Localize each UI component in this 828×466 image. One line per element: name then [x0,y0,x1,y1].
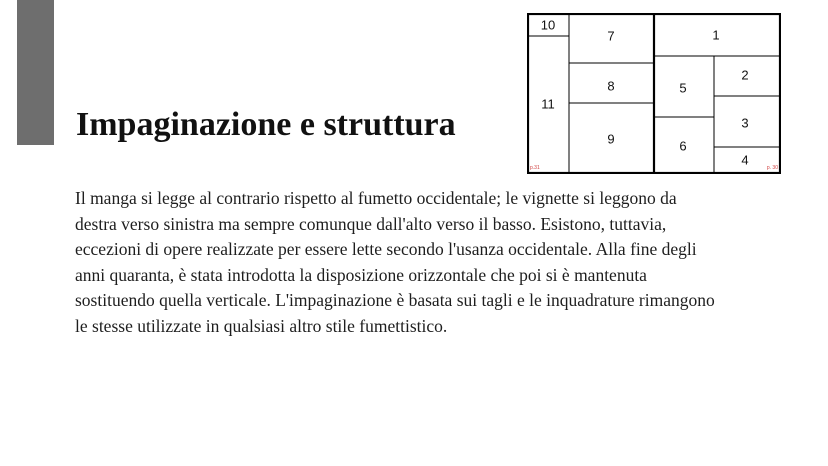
accent-bar [17,0,54,145]
panel-number-1: 1 [712,27,720,43]
panel-number-3: 3 [741,115,749,131]
left-page-number: p.31 [530,165,540,171]
manga-panel-layout-diagram [527,13,781,174]
panel-number-6: 6 [679,138,687,154]
panel-number-2: 2 [741,67,749,83]
panel-number-4: 4 [741,152,749,168]
panel-number-10: 10 [540,17,556,33]
panel-number-7: 7 [607,28,615,44]
panel-number-8: 8 [607,78,615,94]
slide-body-text: Il manga si legge al contrario rispetto al fumetto occidentale; le vignette si leggono da destra verso sinistra ma sempre comunque dall'alto verso il basso. Esistono, tuttavia, eccezioni di opere realizzate per essere lette secondo l'usanza occidentale. Alla fine degli anni quaranta, è stata introdotta la disposizione orizzontale che poi si è mantenuta sostituendo quella verticale. L'impaginazione è basata sui tagli e le inquadrature rimangono le stesse utilizzate in qualsiasi altro stile fumettistico. [75,188,715,336]
slide-title: Impaginazione e struttura [76,106,456,143]
right-page-number: p. 30 [766,165,778,171]
panel-number-9: 9 [607,131,615,147]
panel-number-11: 11 [541,96,555,112]
panel-number-5: 5 [679,80,687,96]
